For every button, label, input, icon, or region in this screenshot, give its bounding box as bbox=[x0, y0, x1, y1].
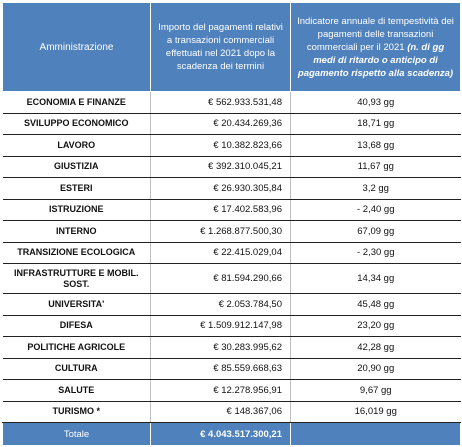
table-row bbox=[3, 264, 461, 294]
row-payment-amount: € 17.402.583,96 bbox=[151, 199, 291, 221]
table-row bbox=[3, 135, 461, 157]
row-administration: DIFESA bbox=[3, 315, 151, 337]
row-indicator: 23,20 gg bbox=[291, 315, 461, 337]
row-indicator: 40,93 gg bbox=[291, 92, 461, 114]
row-indicator: 67,09 gg bbox=[291, 221, 461, 243]
row-administration: SALUTE bbox=[3, 380, 151, 402]
row-payment-amount: € 562.933.531,48 bbox=[151, 92, 291, 114]
row-administration: LAVORO bbox=[3, 135, 151, 157]
table-row bbox=[3, 113, 461, 135]
row-administration: INFRASTRUTTURE E MOBIL. SOST. bbox=[3, 264, 151, 294]
table-row bbox=[3, 401, 461, 423]
table-row bbox=[3, 358, 461, 380]
row-payment-amount: € 12.278.956,91 bbox=[151, 380, 291, 402]
row-indicator: 13,68 gg bbox=[291, 135, 461, 157]
row-payment-amount: € 10.382.823,66 bbox=[151, 135, 291, 157]
row-administration: SVILUPPO ECONOMICO bbox=[3, 113, 151, 135]
row-administration: ISTRUZIONE bbox=[3, 199, 151, 221]
row-indicator: 16,019 gg bbox=[291, 401, 461, 423]
row-administration: TURISMO * bbox=[3, 401, 151, 423]
row-payment-amount: € 81.594.290,66 bbox=[151, 264, 291, 294]
payments-table-container bbox=[2, 2, 460, 445]
table-row bbox=[3, 337, 461, 359]
table-row bbox=[3, 156, 461, 178]
table-row bbox=[3, 178, 461, 200]
row-indicator: 18,71 gg bbox=[291, 113, 461, 135]
header-indicator-main: Indicatore annuale di tempestività dei pagamenti delle transazioni commerciali per il 2021 bbox=[297, 15, 454, 53]
table-row bbox=[3, 92, 461, 114]
row-payment-amount: € 1.268.877.500,30 bbox=[151, 221, 291, 243]
row-administration: UNIVERSITA' bbox=[3, 294, 151, 316]
table-row bbox=[3, 315, 461, 337]
table-row bbox=[3, 242, 461, 264]
row-indicator: 9,67 gg bbox=[291, 380, 461, 402]
row-administration: POLITICHE AGRICOLE bbox=[3, 337, 151, 359]
row-administration: TRANSIZIONE ECOLOGICA bbox=[3, 242, 151, 264]
header-indicator-note: (n. di gg medi di ritardo o anticipo di pagamento rispetto alla scadenza) bbox=[297, 41, 454, 79]
header-payment-amount: Importo del pagamenti relativi a transazioni commerciali effettuati nel 2021 dopo la scadenza dei termini bbox=[151, 3, 291, 92]
row-indicator: 20,90 gg bbox=[291, 358, 461, 380]
total-row bbox=[3, 423, 461, 446]
row-indicator: 14,34 gg bbox=[291, 264, 461, 294]
row-administration: ESTERI bbox=[3, 178, 151, 200]
table-row bbox=[3, 380, 461, 402]
row-indicator: - 2,40 gg bbox=[291, 199, 461, 221]
payments-table bbox=[2, 2, 461, 446]
row-payment-amount: € 26.930.305,84 bbox=[151, 178, 291, 200]
row-payment-amount: € 392.310.045,21 bbox=[151, 156, 291, 178]
row-administration: GIUSTIZIA bbox=[3, 156, 151, 178]
row-administration: ECONOMIA E FINANZE bbox=[3, 92, 151, 114]
total-amount: € 4.043.517.300,21 bbox=[151, 423, 291, 446]
row-indicator: 11,67 gg bbox=[291, 156, 461, 178]
table-footer bbox=[3, 423, 461, 446]
row-indicator: - 2,30 gg bbox=[291, 242, 461, 264]
table-row bbox=[3, 294, 461, 316]
table-body bbox=[3, 92, 461, 423]
row-payment-amount: € 1.509.912.147,98 bbox=[151, 315, 291, 337]
row-indicator: 3,2 gg bbox=[291, 178, 461, 200]
row-payment-amount: € 2.053.784,50 bbox=[151, 294, 291, 316]
table-row bbox=[3, 199, 461, 221]
table-header bbox=[3, 3, 461, 92]
table-row bbox=[3, 221, 461, 243]
row-payment-amount: € 20.434.269,36 bbox=[151, 113, 291, 135]
row-payment-amount: € 148.367,06 bbox=[151, 401, 291, 423]
row-administration: CULTURA bbox=[3, 358, 151, 380]
header-timeliness-indicator bbox=[291, 3, 461, 92]
total-label: Totale bbox=[3, 423, 151, 446]
row-payment-amount: € 30.283.995,62 bbox=[151, 337, 291, 359]
row-indicator: 42,28 gg bbox=[291, 337, 461, 359]
row-indicator: 45,48 gg bbox=[291, 294, 461, 316]
row-administration: INTERNO bbox=[3, 221, 151, 243]
total-empty-cell bbox=[291, 423, 461, 446]
row-payment-amount: € 85.559.668,63 bbox=[151, 358, 291, 380]
header-administration: Amministrazione bbox=[3, 3, 151, 92]
row-payment-amount: € 22.415.029,04 bbox=[151, 242, 291, 264]
